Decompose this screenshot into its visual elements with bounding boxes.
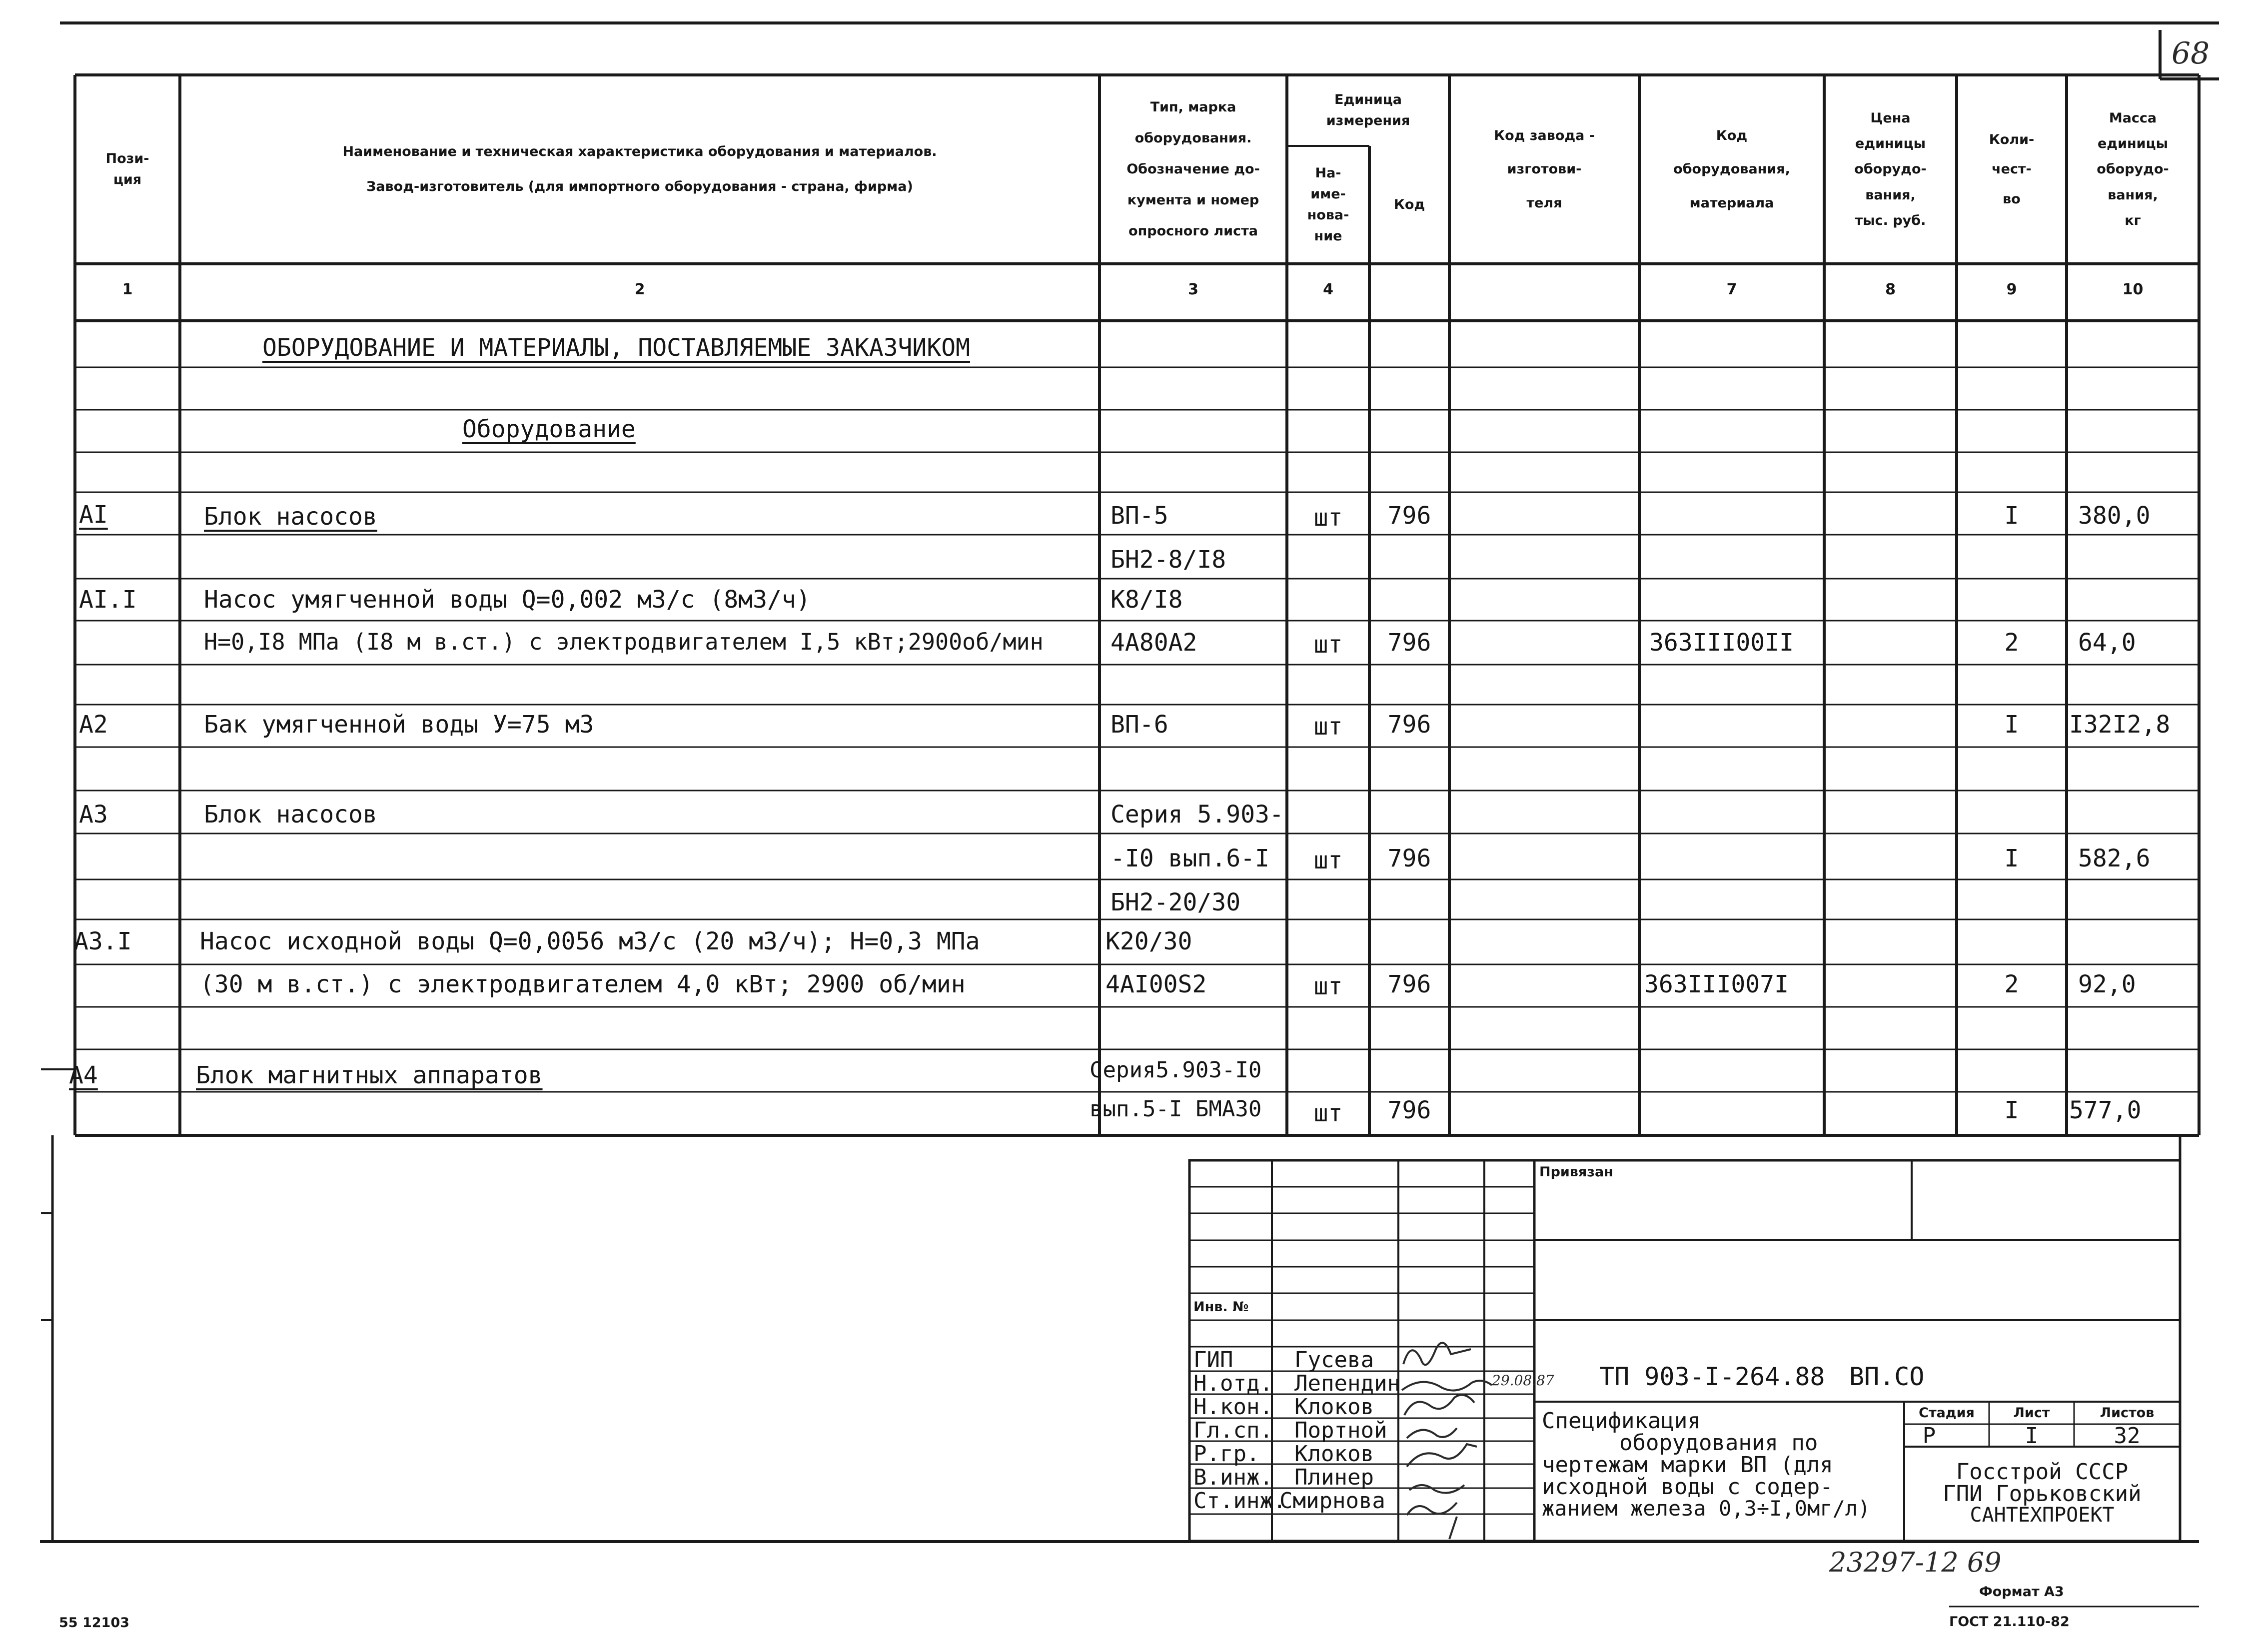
signer-name-0: Гусева bbox=[1294, 1347, 1374, 1373]
row-0-code: 796 bbox=[1387, 502, 1431, 530]
header-unit-price: Цена единицы оборудо- вания, тыс. руб. bbox=[1854, 110, 1927, 228]
row-5-name: Блок насосов bbox=[204, 801, 377, 828]
colnum-1: 1 bbox=[122, 281, 133, 298]
row-7-type: БН2-20/30 bbox=[1111, 888, 1241, 916]
sheets-label: Листов bbox=[2100, 1405, 2155, 1421]
row-9-code: 796 bbox=[1387, 970, 1431, 998]
row-6-code: 796 bbox=[1387, 844, 1431, 872]
header-unit-code: Код bbox=[1393, 197, 1425, 213]
print-code: 55 12103 bbox=[59, 1615, 129, 1631]
signer-role-2: Н.кон. bbox=[1193, 1394, 1273, 1420]
signer-role-0: ГИП bbox=[1193, 1347, 1233, 1373]
row-2-type: К8/I8 bbox=[1111, 586, 1183, 614]
row-2-name: Насос умягченной воды Q=0,002 м3/с (8м3/ч) bbox=[204, 586, 811, 614]
colnum-2: 2 bbox=[634, 281, 645, 298]
colnum-4: 4 bbox=[1323, 281, 1333, 298]
row-4-unit: шт bbox=[1313, 713, 1343, 741]
row-1-type: БН2-8/I8 bbox=[1111, 546, 1226, 574]
row-11-qty: I bbox=[2004, 1096, 2019, 1124]
sheet-label: Лист bbox=[2013, 1405, 2050, 1421]
row-8-name: Насос исходной воды Q=0,0056 м3/с (20 м3/ч); Н=0,3 МПа bbox=[200, 927, 980, 955]
row-4-qty: I bbox=[2004, 711, 2019, 739]
signer-role-4: Р.гр. bbox=[1193, 1441, 1260, 1467]
signer-name-1: Лепендин bbox=[1294, 1371, 1400, 1396]
colnum-3: 3 bbox=[1188, 281, 1198, 298]
header-plant-code: Код завода - изготови- теля bbox=[1494, 127, 1595, 211]
row-9-unit: шт bbox=[1313, 972, 1343, 1000]
row-3-name: Н=0,I8 МПа (I8 м в.ст.) с электродвигателем I,5 кВт;2900об/мин bbox=[204, 629, 1044, 655]
document-code: ТП 903-I-264.88 bbox=[1599, 1362, 1825, 1391]
signature-date: 29.08.87 bbox=[1492, 1372, 1554, 1389]
row-0-pos: АI bbox=[79, 501, 108, 529]
row-9-type: 4АI00S2 bbox=[1106, 970, 1207, 998]
organization-line-1: ГПИ Горьковский bbox=[1943, 1481, 2142, 1507]
row-3-unit: шт bbox=[1313, 631, 1343, 659]
sheet-value: I bbox=[2025, 1423, 2039, 1449]
colnum-7: 7 bbox=[1726, 281, 1737, 298]
row-6-type: -I0 вып.6-I bbox=[1111, 844, 1269, 872]
document-mark: ВП.СО bbox=[1849, 1362, 1925, 1391]
row-4-code: 796 bbox=[1387, 711, 1431, 739]
row-3-mass: 64,0 bbox=[2078, 629, 2136, 657]
row-8-pos: А3.I bbox=[74, 927, 132, 955]
signer-role-1: Н.отд. bbox=[1193, 1371, 1273, 1396]
row-8-type: К20/30 bbox=[1106, 927, 1192, 955]
signer-name-3: Портной bbox=[1294, 1418, 1387, 1443]
organization-line-2: САНТЕХПРОЕКТ bbox=[1970, 1504, 2115, 1527]
row-10-type: Серия5.903-I0 bbox=[1090, 1057, 1262, 1083]
row-0-unit: шт bbox=[1313, 504, 1343, 532]
header-unit-mass: Масса единицы оборудо- вания, кг bbox=[2097, 110, 2169, 228]
row-9-name: (30 м в.ст.) с электродвигателем 4,0 кВт; 2900 об/мин bbox=[200, 970, 966, 998]
row-6-unit: шт bbox=[1313, 846, 1343, 874]
row-11-code: 796 bbox=[1387, 1096, 1431, 1124]
row-3-type: 4А80А2 bbox=[1111, 629, 1197, 657]
colnum-10: 10 bbox=[2122, 281, 2144, 298]
stage-label: Стадия bbox=[1919, 1405, 1975, 1421]
row-4-type: ВП-6 bbox=[1111, 711, 1168, 739]
row-4-name: Бак умягченной воды У=75 м3 bbox=[204, 711, 594, 739]
gost-label: ГОСТ 21.110-82 bbox=[1949, 1614, 2070, 1630]
row-11-unit: шт bbox=[1313, 1099, 1343, 1127]
row-5-pos: А3 bbox=[79, 801, 108, 828]
signer-role-6: Ст.инж. bbox=[1193, 1488, 1286, 1514]
description-line-1: оборудования по bbox=[1619, 1430, 1818, 1456]
row-5-type: Серия 5.903- bbox=[1111, 801, 1284, 828]
stage-value: Р bbox=[1922, 1423, 1936, 1449]
row-4-mass: I32I2,8 bbox=[2069, 711, 2171, 739]
header-type: Тип, марка оборудования. Обозначение до- кумента и номер опросного листа bbox=[1126, 99, 1260, 239]
description-line-2: чертежам марки ВП (для bbox=[1542, 1452, 1833, 1478]
description-line-3: исходной воды с содер- bbox=[1542, 1474, 1833, 1500]
header-position: Пози- ция bbox=[105, 151, 149, 187]
row-0-name: Блок насосов bbox=[204, 503, 377, 531]
colnum-8: 8 bbox=[1885, 281, 1896, 298]
signer-role-3: Гл.сп. bbox=[1193, 1418, 1273, 1443]
description-line-0: Спецификация bbox=[1542, 1408, 1701, 1434]
row-3-equip-code: 363III00II bbox=[1649, 629, 1794, 657]
row-11-type: вып.5-I БМА30 bbox=[1090, 1096, 1262, 1122]
section-title: ОБОРУДОВАНИЕ И МАТЕРИАЛЫ, ПОСТАВЛЯЕМЫЕ ЗАКАЗЧИКОМ bbox=[262, 334, 971, 362]
header-name: Наименование и техническая характеристика оборудования и материалов. Завод-изготовитель (для импортного оборудования - страна, фирма) bbox=[342, 143, 937, 194]
signer-role-5: В.инж. bbox=[1193, 1465, 1273, 1490]
header-quantity: Коли- чест- во bbox=[1989, 131, 2035, 207]
row-4-pos: А2 bbox=[79, 711, 108, 739]
header-equipment-code: Код оборудования, материала bbox=[1673, 127, 1790, 211]
header-unit-name: На- име- нова- ние bbox=[1307, 165, 1349, 244]
row-10-pos: А4 bbox=[69, 1061, 98, 1089]
signer-name-5: Плинер bbox=[1294, 1465, 1374, 1490]
row-11-mass: 577,0 bbox=[2069, 1096, 2142, 1124]
signer-name-4: Клоков bbox=[1294, 1441, 1374, 1467]
subsection-title: Оборудование bbox=[462, 415, 636, 443]
row-2-pos: АI.I bbox=[79, 586, 137, 614]
colnum-9: 9 bbox=[2006, 281, 2017, 298]
row-6-mass: 582,6 bbox=[2078, 844, 2151, 872]
inventory-label: Инв. № bbox=[1193, 1299, 1249, 1315]
row-3-qty: 2 bbox=[2004, 629, 2019, 657]
signer-name-6: Смирнова bbox=[1279, 1488, 1385, 1514]
privyazan-label: Привязан bbox=[1539, 1164, 1613, 1180]
inventory-code: 23297-12 69 bbox=[1829, 1547, 2002, 1578]
row-10-name: Блок магнитных аппаратов bbox=[196, 1061, 543, 1089]
organization-line-0: Госстрой СССР bbox=[1956, 1459, 2129, 1485]
row-3-code: 796 bbox=[1387, 629, 1431, 657]
row-0-type: ВП-5 bbox=[1111, 502, 1168, 530]
page-number: 68 bbox=[2171, 36, 2210, 71]
format-label: Формат А3 bbox=[1979, 1584, 2064, 1600]
signer-name-2: Клоков bbox=[1294, 1394, 1374, 1420]
row-9-equip-code: 363III007I bbox=[1644, 970, 1789, 998]
row-0-mass: 380,0 bbox=[2078, 502, 2151, 530]
description-line-4: жанием железа 0,3÷I,0мг/л) bbox=[1542, 1496, 1871, 1521]
row-9-qty: 2 bbox=[2004, 970, 2019, 998]
sheets-value: 32 bbox=[2114, 1423, 2141, 1449]
row-6-qty: I bbox=[2004, 844, 2019, 872]
row-0-qty: I bbox=[2004, 502, 2019, 530]
header-unit-group: Единица измерения bbox=[1326, 92, 1410, 128]
row-9-mass: 92,0 bbox=[2078, 970, 2136, 998]
